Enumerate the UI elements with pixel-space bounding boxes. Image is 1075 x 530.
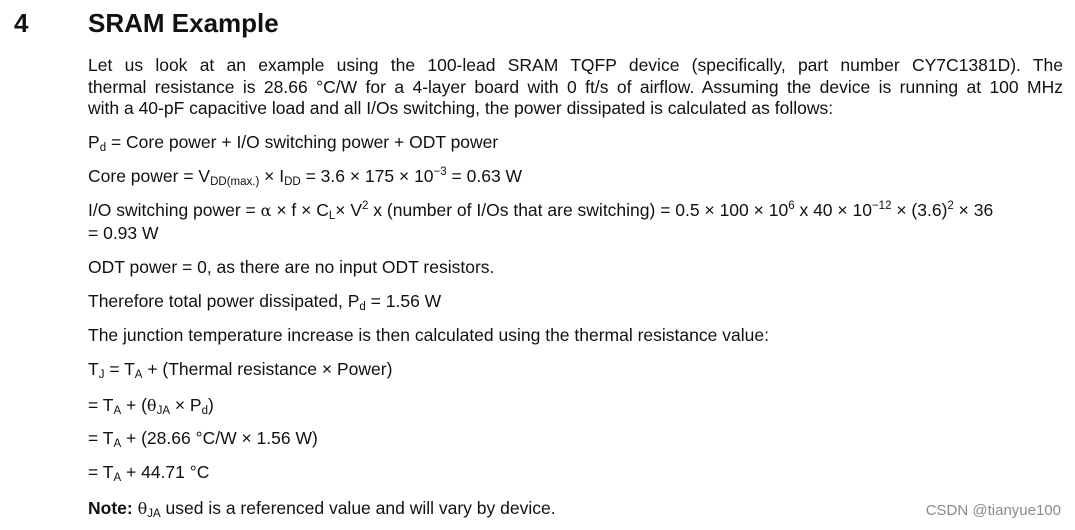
alpha-symbol: α (260, 201, 272, 220)
pd-symbol: P (88, 132, 100, 152)
section-title: SRAM Example (88, 8, 279, 38)
eq3-ta-subscript: A (113, 472, 122, 484)
core-text-a: Core power = V (88, 166, 211, 186)
total-power-line (88, 291, 1063, 313)
theta-symbol: θ (146, 396, 157, 415)
core-text-b: × I (259, 166, 285, 186)
theta-ja-subscript: JA (156, 405, 170, 417)
io-power-result: = 0.93 W (88, 223, 159, 243)
tj-subscript: J (98, 369, 105, 381)
eq1-text-b: + ( (121, 395, 147, 415)
note-ja-subscript: JA (147, 508, 161, 520)
eq1-text-a: = T (88, 395, 114, 415)
io-power-equation (88, 200, 1063, 222)
total-result: = 1.56 W (365, 291, 442, 311)
odt-power-line: ODT power = 0, as there are no input ODT resistors. (88, 257, 495, 277)
core-text-c: = 3.6 × 175 × 10 (300, 166, 434, 186)
io-text-g: × 36 (953, 200, 994, 220)
equation-step-3 (88, 462, 1063, 484)
section-number: 4 (14, 8, 29, 38)
tj-t: T (88, 359, 99, 379)
eq2-ta-subscript: A (113, 438, 122, 450)
ta-subscript: A (134, 369, 143, 381)
cl-subscript: L (328, 210, 336, 222)
note-line (88, 498, 1063, 520)
io-text-f: × (3.6) (891, 200, 948, 220)
eq1-ta-subscript: A (113, 405, 122, 417)
csdn-watermark: CSDN @tianyue100 (925, 502, 1061, 519)
equation-step-2 (88, 428, 1063, 450)
exp-minus-12: −12 (871, 200, 892, 212)
intro-line-1: Let us look at an example using the 100-lead SRAM TQFP device (specifically, part number CY7C1381D). The (88, 55, 1063, 75)
vdd-subscript: DD(max.) (210, 176, 260, 188)
tj-text-c: + (Thermal resistance × Power) (142, 359, 393, 379)
tj-text-b: = T (104, 359, 135, 379)
exp-2: 2 (947, 200, 954, 212)
exp-6: 6 (788, 200, 795, 212)
total-pd-subscript: d (359, 301, 366, 313)
intro-line-2: thermal resistance is 28.66 °C/W for a 4-layer board with 0 ft/s of airflow. Assuming the device is running at 100 MHz (88, 76, 1063, 97)
pd-equation (88, 132, 1063, 154)
tj-equation (88, 359, 1063, 381)
junction-intro-line: The junction temperature increase is then calculated using the thermal resistance value: (88, 325, 769, 345)
eq2-text-b: + (28.66 °C/W × 1.56 W) (121, 428, 318, 448)
eq2-text-a: = T (88, 428, 114, 448)
intro-line-3: with a 40-pF capacitive load and all I/Os switching, the power dissipated is calculated as follows: (88, 98, 834, 118)
idd-subscript: DD (284, 176, 301, 188)
equation-step-1 (88, 395, 1063, 417)
note-text: used is a referenced value and will vary by device. (160, 498, 556, 518)
note-label: Note: (88, 498, 133, 518)
eq3-text-b: + 44.71 °C (121, 462, 210, 482)
intro-paragraph (88, 55, 1063, 120)
pd-subscript: d (99, 142, 107, 154)
core-power-equation (88, 166, 1063, 188)
io-text-e: x 40 × 10 (794, 200, 872, 220)
eq1-text-c: × P (169, 395, 202, 415)
note-theta-symbol: θ (137, 499, 148, 518)
v-exponent: 2 (362, 200, 369, 212)
io-text-a: I/O switching power = (88, 200, 261, 220)
io-text-c: × V (335, 200, 363, 220)
core-exponent: −3 (433, 166, 447, 178)
total-text-a: Therefore total power dissipated, P (88, 291, 360, 311)
core-result: = 0.63 W (446, 166, 523, 186)
eq3-text-a: = T (88, 462, 114, 482)
eq1-pd-subscript: d (201, 405, 209, 417)
eq1-text-d: ) (208, 395, 214, 415)
io-text-b: × f × C (271, 200, 329, 220)
io-text-d: x (number of I/Os that are switching) = 0.5 × 100 × 10 (368, 200, 789, 220)
pd-definition: = Core power + I/O switching power + ODT power (106, 132, 499, 152)
